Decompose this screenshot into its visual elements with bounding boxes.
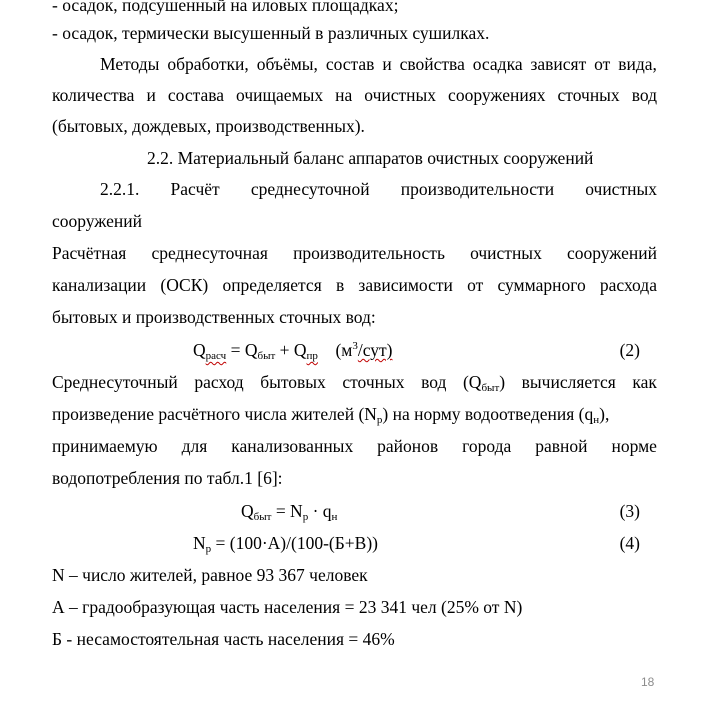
paragraph-line: произведение расчётного числа жителей $(N_р)$ на норму водоотведения $(q_н)$, (52, 404, 610, 426)
word: вида, (618, 54, 657, 74)
word: равной (535, 436, 588, 456)
subsection-heading-cont: сооружений (52, 211, 143, 231)
word: Среднесуточный (52, 372, 178, 392)
word: расхода (599, 275, 657, 295)
word: среднесуточной (250, 179, 370, 199)
section-heading: 2.2. Материальный баланс аппаратов очистных сооружений (147, 148, 594, 168)
word: вод (631, 85, 657, 105)
definition-line: А – градообразующая часть населения = 23 341 чел (25% от N) (52, 597, 523, 617)
word: очистных (364, 85, 437, 105)
formula-4: $N_р = (100\cdot А)/(100-(Б+В))$ (193, 533, 378, 555)
word: суммарного (497, 275, 586, 295)
word: принимаемую (52, 436, 158, 456)
word: канализованных (231, 436, 354, 456)
word: вычисляется (521, 372, 616, 392)
word: Расчётная (52, 243, 127, 263)
word: для (181, 436, 208, 456)
formula-number: (4) (619, 533, 640, 553)
word: расход (194, 372, 244, 392)
word: определяется (222, 275, 322, 295)
word: от (594, 54, 611, 74)
word: зависят (530, 54, 587, 74)
word: зависимости (358, 275, 453, 295)
text-line: (бытовых, дождевых, производственных). (52, 116, 365, 136)
word: города (462, 436, 512, 456)
inline-symbol: $(Q_{быт})$ (462, 372, 506, 394)
paragraph-line (100, 53, 657, 75)
word: и (382, 54, 392, 74)
paragraph-line (52, 435, 657, 457)
formula-number: (3) (619, 501, 640, 521)
word: осадка (472, 54, 523, 74)
word: и (146, 85, 156, 105)
formula-2: $Q_{расч} = Q_{быт} + Q_{пр}$ $(м^3/сут)$ (193, 340, 393, 362)
paragraph-line (52, 84, 657, 106)
word: очистных (470, 243, 542, 263)
word: вод (421, 372, 447, 392)
text-line: - осадок, термически высушенный в различных сушилках. (52, 23, 490, 43)
word: Методы (100, 54, 160, 74)
subsection-heading (100, 178, 657, 200)
word: на (335, 85, 353, 105)
word: Расчёт (170, 179, 220, 199)
formula-3: $Q_{быт} = N_р \cdot q_н$ (241, 501, 338, 523)
page-number: 18 (641, 675, 655, 689)
word: сточных (557, 85, 620, 105)
word: производительности (400, 179, 555, 199)
word: состава (167, 85, 225, 105)
word: очищаемых (236, 85, 324, 105)
word: от (467, 275, 484, 295)
text-line: водопотребления по табл.1 [6]: (52, 468, 283, 488)
word: канализации (52, 275, 147, 295)
word: в (335, 275, 345, 295)
word: норме (611, 436, 657, 456)
word: (ОСК) (160, 275, 209, 295)
word: состав (325, 54, 375, 74)
word: как (632, 372, 657, 392)
formula-number: (2) (619, 340, 640, 360)
word: объёмы, (256, 54, 318, 74)
paragraph-line (52, 371, 657, 393)
word: сооружений (566, 243, 657, 263)
word: обработки, (167, 54, 249, 74)
word: свойства (399, 54, 465, 74)
definition-line: N – число жителей, равное 93 367 человек (52, 565, 368, 585)
word: сточных (342, 372, 405, 392)
word: очистных (585, 179, 657, 199)
word: среднесуточная (151, 243, 268, 263)
text-line: - осадок, подсушенный на иловых площадках; (52, 0, 399, 15)
paragraph-line (52, 274, 657, 296)
word: районов (377, 436, 439, 456)
word: количества (52, 85, 135, 105)
word: сооружениях (448, 85, 546, 105)
text-line: бытовых и производственных сточных вод: (52, 307, 376, 327)
word: 2.2.1. (100, 179, 140, 199)
paragraph-line (52, 242, 657, 264)
definition-line: Б - несамостоятельная часть населения = 46% (52, 629, 395, 649)
word: производительность (293, 243, 445, 263)
word: бытовых (260, 372, 326, 392)
